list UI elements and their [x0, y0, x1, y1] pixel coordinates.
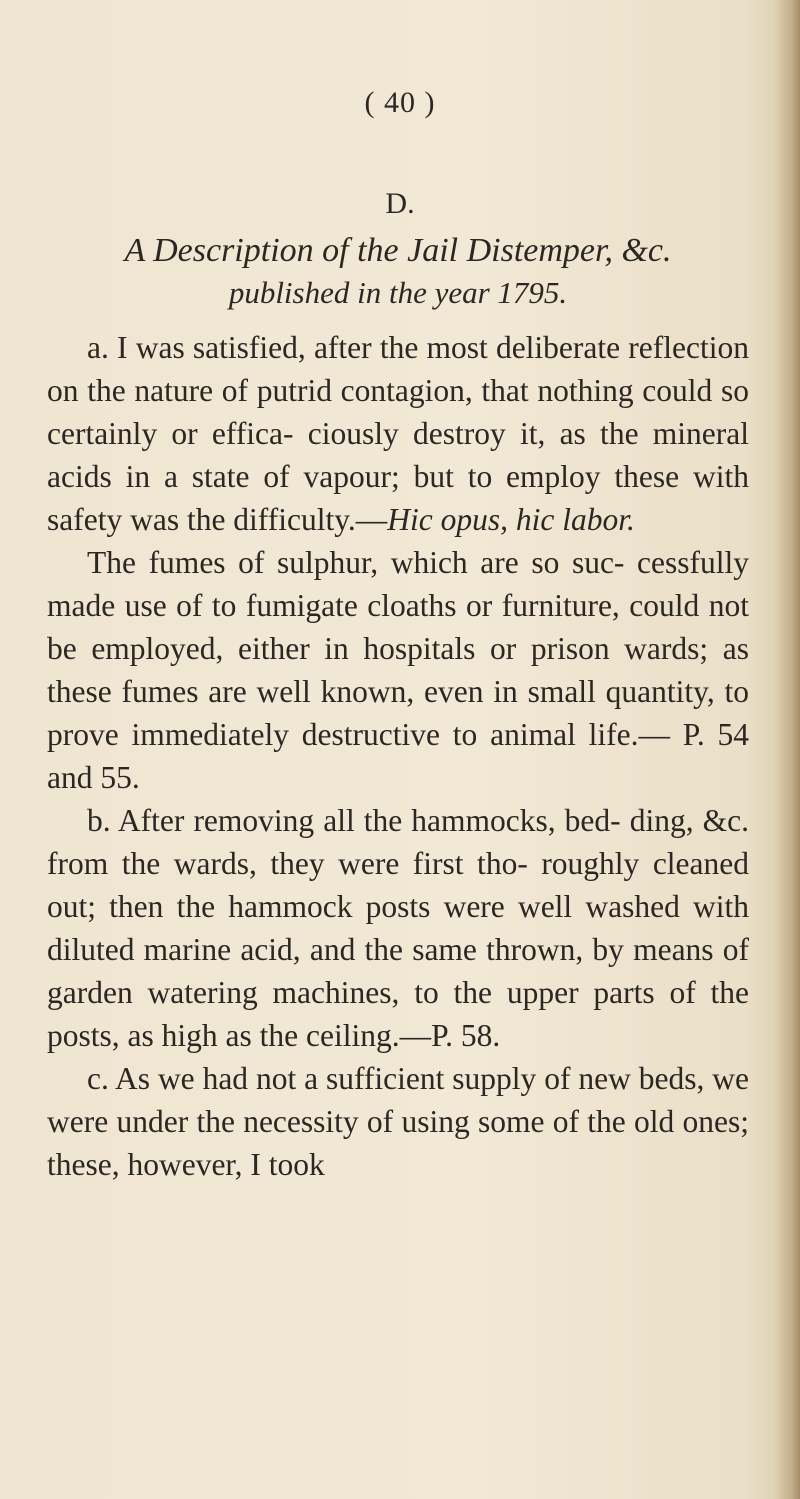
title-line-2: published in the year 1795.: [228, 275, 568, 310]
paragraph-c: [47, 1057, 749, 1186]
paragraph-a: [47, 326, 749, 541]
paragraph-a-latin: Hic opus, hic labor.: [387, 502, 635, 537]
page-edge-shadow: [774, 0, 800, 1499]
paragraph-sulphur-text: The fumes of sulphur, which are so suc- cessfully made use of to fumigate cloaths or furniture, could not be employed, either in hospitals or prison wards; as these fumes are well known, even in small quantity, to prove immediately destructive to animal life.— P. 54 and 55.: [47, 545, 749, 795]
paragraph-b-text: b. After removing all the hammocks, bed- ding, &c. from the wards, they were first tho- roughly cleaned out; then the hammock posts were well washed with diluted marine acid, and the same thrown, by means of garden watering machines, to the upper parts of the posts, as high as the ceiling.—P. 58.: [47, 803, 749, 1053]
paragraph-c-text: c. As we had not a sufficient supply of new beds, we were under the necessity of using some of the old ones; these, however, I took: [47, 1061, 749, 1182]
paragraph-sulphur: [47, 541, 749, 799]
body-text: [47, 326, 749, 1186]
paragraph-b: [47, 799, 749, 1057]
paragraph-a-text: a. I was satisfied, after the most deliberate reflection on the nature of putrid contagion, that nothing could so certainly or effica- ciously destroy it, as the mineral acids in a state of vapour; but to employ these with safety was the difficulty.—: [47, 330, 749, 537]
section-title: [48, 230, 748, 314]
section-letter: D.: [385, 187, 415, 220]
page-number: ( 40 ): [364, 86, 436, 119]
title-line-1: A Description of the Jail Distemper, &c.: [124, 232, 672, 269]
